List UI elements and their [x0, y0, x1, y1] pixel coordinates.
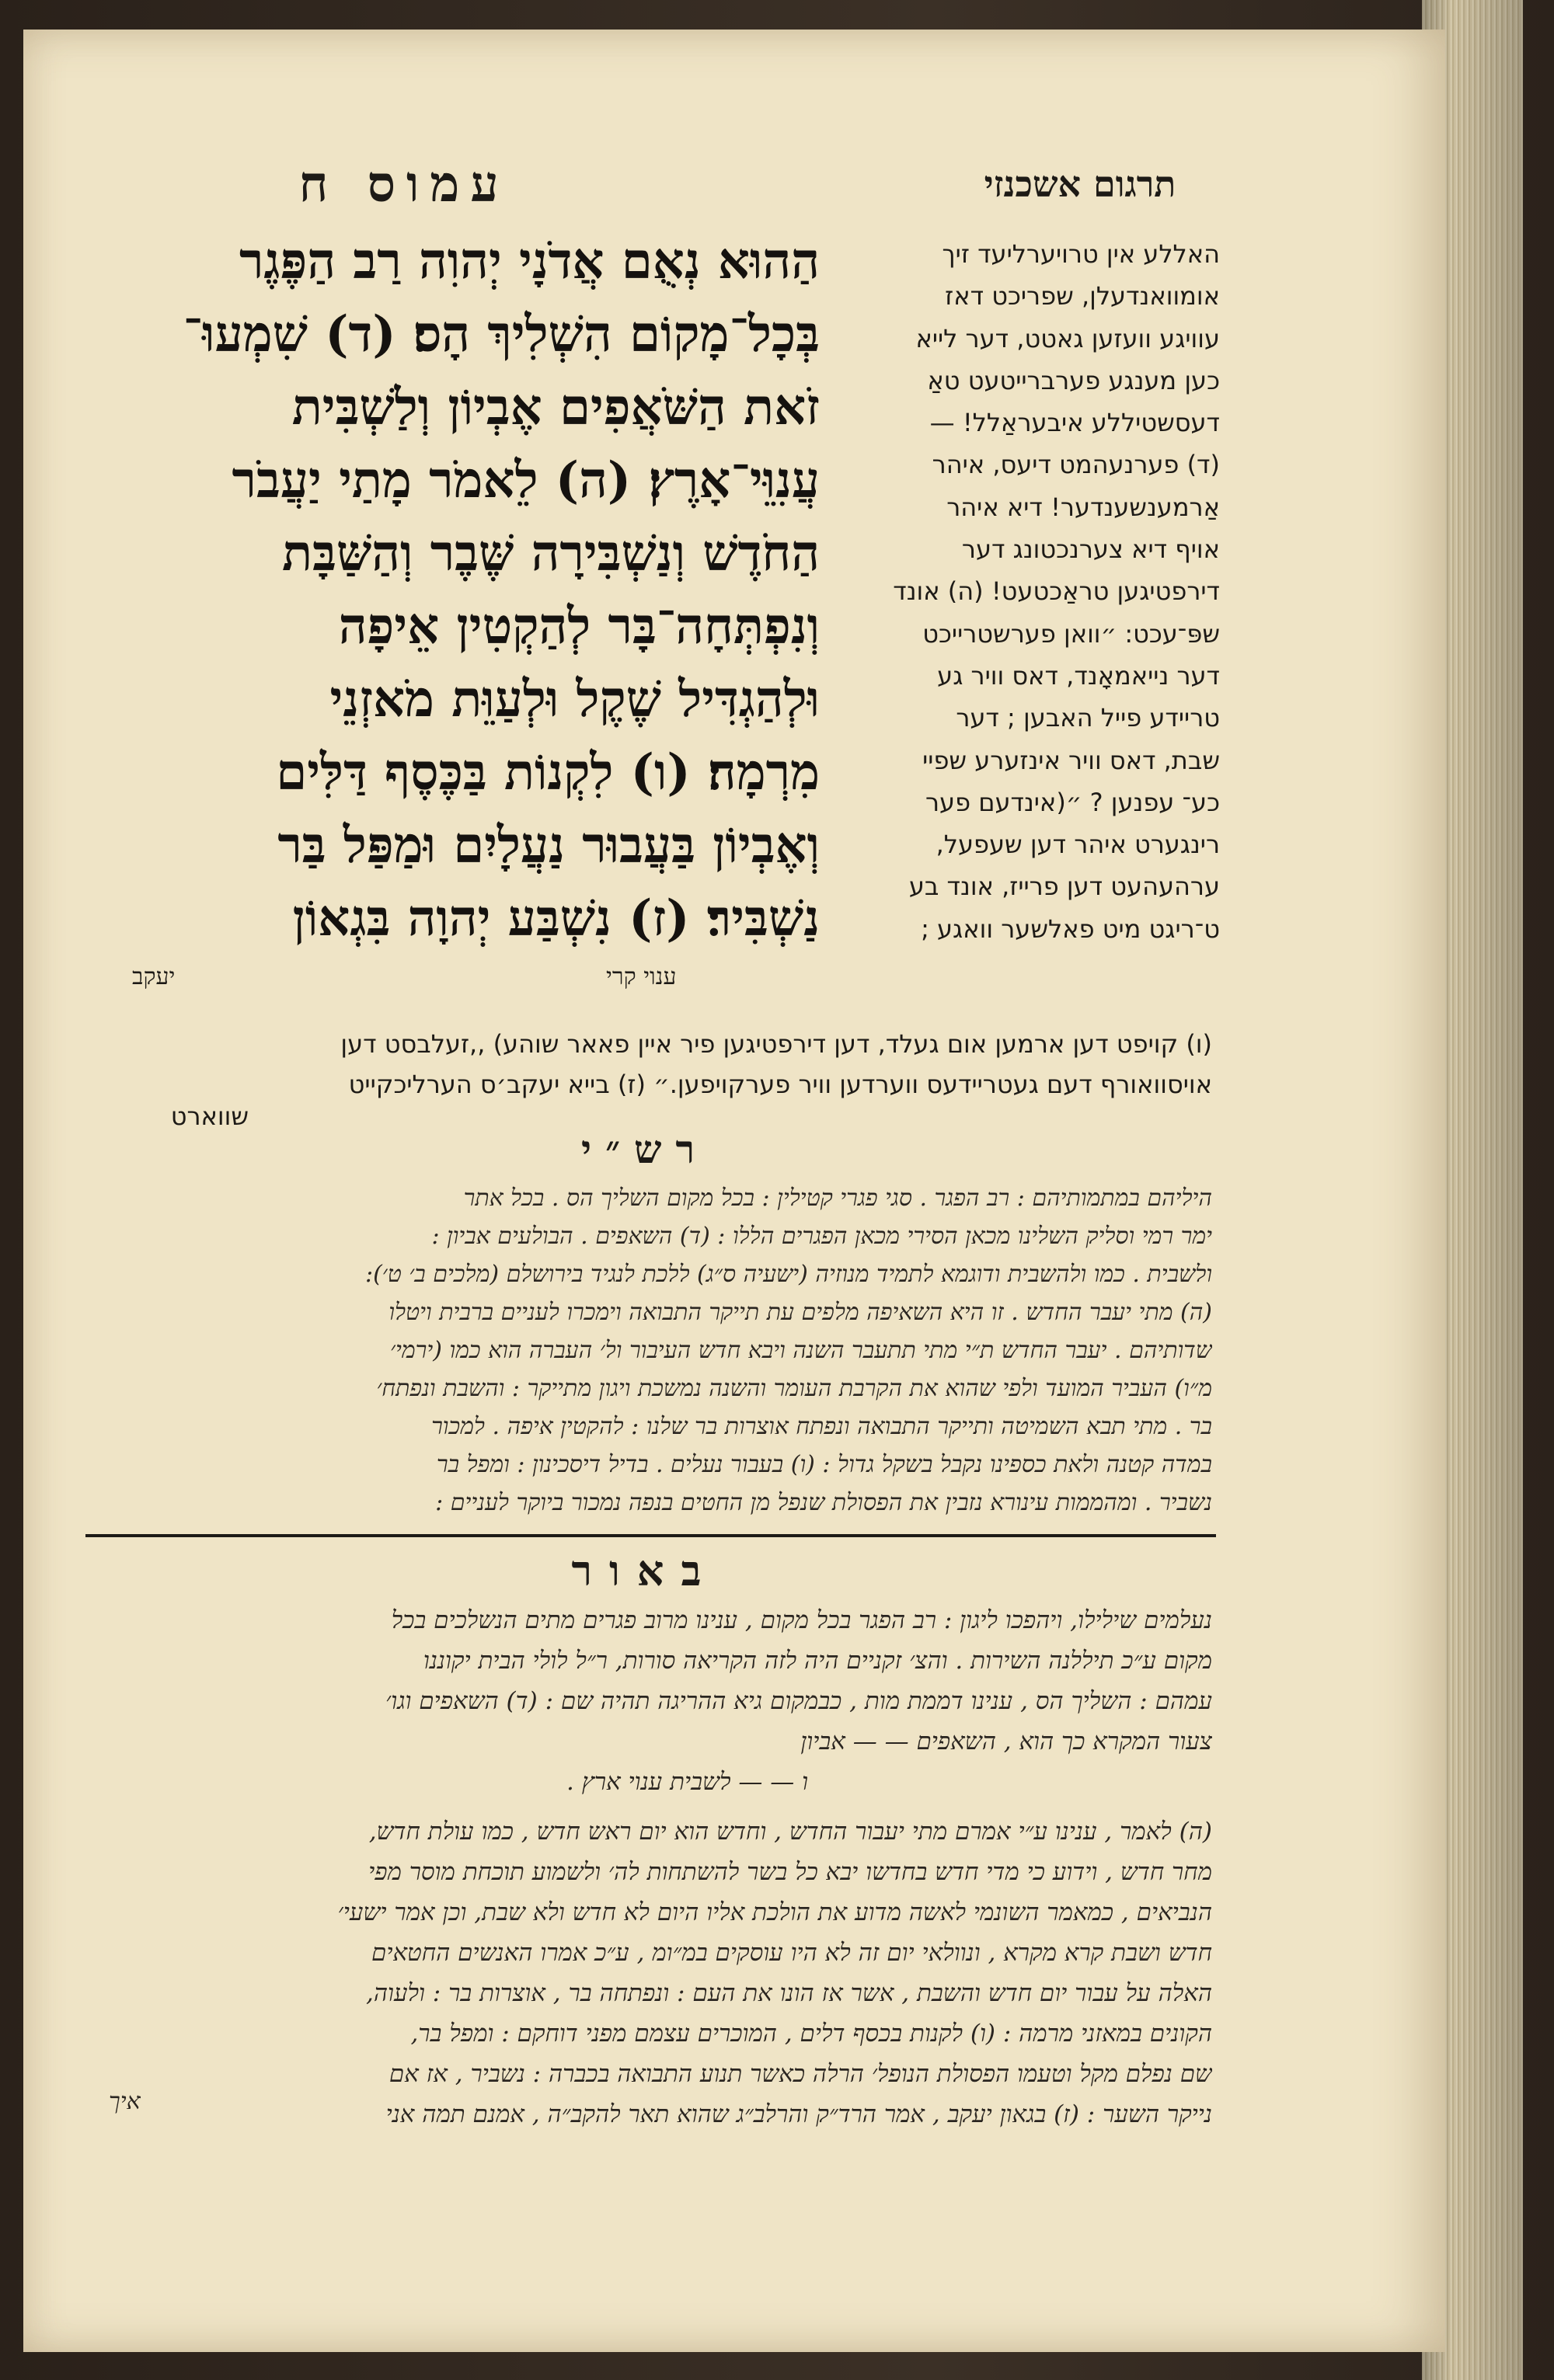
biur-gap: [85, 1802, 1212, 1811]
targum-line: ערהעהעט דען פרייז, אונד בע: [908, 872, 1220, 902]
targum-wide-line: אויסוואורף דעם געטריידעס ווערדען וויר פערקויפען.״ (ז) בייא יעקב׳ס הערליכקייט: [348, 1070, 1212, 1099]
catchword: יעקב: [132, 963, 176, 990]
book-title: עמוס ח: [298, 155, 510, 214]
bottom-catchword: איך: [109, 2088, 141, 2115]
bible-line: מִרְמָה׃ (ו) לִקְנוֹת בַּכֶּסֶף דַּלִּים: [276, 743, 820, 802]
bible-text: [93, 225, 820, 955]
rashi-title: רש״י: [580, 1126, 709, 1172]
targum-line: כען מענגע פערברייטעט טאַ: [927, 365, 1220, 395]
targum-line: שבת, דאס וויר אינזערע שפיי: [922, 745, 1220, 775]
rashi-line: (ה) מתי יעבר החדש . זו היא השאיפה מלפים עת תייקר התבואה וימכרו לעניים ברבית ויטלו: [388, 1299, 1212, 1326]
rashi-line: נשביר . ומהממות עינורא נזבין את הפסולת שנפל מן החטים בנפה נמכור ביוקר לעניים :: [435, 1489, 1212, 1516]
targum-column: [831, 233, 1220, 950]
bible-notes: [117, 963, 808, 999]
targum-line: עוויגע וועזען גאטט, דער לייא: [915, 323, 1220, 353]
biur-line: צעור המקרא כך הוא , השאפים — — אביון: [800, 1728, 1212, 1755]
biur-line: (ה) לאמר , ענינו ע״י אמרם מתי יעבור החדש , וחדש הוא יום ראש חדש , כמו עולת חדש,: [368, 1818, 1212, 1846]
bible-line: עֲנִוֵּי־אָרֶץ׃ (ה) לֵאמֹר מָתַי יַעֲבֹר: [232, 451, 820, 510]
bible-line: הַהוּא נְאֻם אֲדֹנָי יְהוִה רַב הַפֶּגֶר: [239, 232, 820, 291]
biur-line: שם נפלם מקל וטעמו הפסולת הנופל׳ הרלה כאשר תנוע התבואה בכברה : נשביר , אז אם: [388, 2060, 1212, 2088]
targum-line: דעסשטיללע איבעראַלל! —: [929, 408, 1220, 438]
biur-line: האלה על עבור יום חדש והשבת , אשר אז הונו את העם : ונפתחה בר , אוצרות בר : ולעוה,: [366, 1979, 1212, 2007]
targum-line: טריידע פייל האבען ; דער: [956, 703, 1220, 733]
rashi-line: בר . מתי תבא השמיטה ותייקר התבואה ונפתח אוצרות בר שלנו : להקטין איפה . למכור: [431, 1413, 1212, 1440]
targum-line: דירפטיגען טראַכטעט! (ה) אונד: [893, 576, 1220, 607]
rashi-line: במדה קטנה ולאת כספינו נקבל בשקל גדול : (ו) בעבור נעלים . בדיל דיסכינון : ומפל בר: [436, 1451, 1212, 1478]
rashi-line: ולשבית . כמו ולהשבית ודוגמא לתמיד מנוזיה (ישעיה ס״ג) ללכת לנגיד בירושלם (מלכים ב׳ ט׳):: [364, 1261, 1212, 1288]
targum-line: דער נייאמאָנד, דאס וויר גע: [937, 660, 1220, 691]
biur-line: מחר חדש , וידוע כי מדי חדש בחדשו יבא כל בשר להשתחות לה׳ ולשמוע תוכחת מוסר מפי: [368, 1858, 1212, 1886]
biur-line: עמהם : השליך הס , ענינו דממת מות , כבמקום גיא ההריגה תהיה שם : (ד) השאפים וגו׳: [385, 1687, 1212, 1715]
biur-line: מקום ע״כ תיללנה השירות . והצ׳ זקניים היה לזה הקריאה סורות, ר״ל לולי הבית יקוננו: [423, 1647, 1212, 1675]
targum-line: (ד) פערנעהמט דיעס, איהר: [932, 450, 1220, 480]
rashi-commentary: [85, 1179, 1212, 1522]
biur-line: ו — — לשבית ענוי ארץ .: [566, 1768, 808, 1796]
bible-line: וְאֶבְיוֹן בַּעֲבוּר נַעֲלָיִם וּמַפַּל בַּר: [277, 816, 820, 875]
bible-line: בְּכָל־מָקוֹם הִשְׁלִיךְ הָס׃ (ד) שִׁמְעוּ־: [183, 305, 820, 364]
biur-line: נעלמים שילילו, ויהפכו ליגון : רב הפגר בכל מקום , ענינו מרוב פגרים מתים הנשלכים בכל: [391, 1606, 1212, 1634]
bible-line: וְנִפְתְּחָה־בָּר לְהַקְטִין אֵיפָה: [338, 597, 820, 656]
targum-line: אויף דיא צערנכטונג דער: [961, 534, 1220, 565]
biur-line: חדש ושבת קרא מקרא , ונוולאי יום זה לא היו עוסקים במ״ומ , ע״כ אמרו האנשים החטאים: [371, 1939, 1212, 1967]
biur-commentary: [85, 1600, 1212, 2135]
rashi-line: היליהם במתמותיהם : רב הפגר . סגי פגרי קטילין : בכל מקום השליך הס . בכל אתר: [463, 1185, 1212, 1212]
targum-line: שפּ־עכט: ״וואן פערשטרייכט: [922, 618, 1220, 649]
targum-line: האללע אין טרויערליעד זיך: [942, 239, 1220, 269]
rashi-line: מ״ו) העביר המועד ולפי שהוא את הקרבת העומר והשנה נמשכת ויגון מתייקר : והשבת ונפתח׳: [376, 1375, 1212, 1402]
bible-line: הַחֹדֶשׁ וְנַשְׁבִּירָה שֶּׁבֶר וְהַשַּׁבָּת: [282, 524, 820, 583]
qere-note: ענוי קרי: [606, 963, 677, 990]
targum-line: כע־ עפנען ? ״(אינדעם פער: [925, 787, 1220, 817]
divider-rule: [85, 1534, 1216, 1537]
bible-line: זֹאת הַשֹּׁאֲפִים אֶבְיוֹן וְלַשְׁבִּית: [291, 378, 820, 437]
rashi-line: ימר רמי וסליק השלינו מכאן הסירי מכאן הפגרים הללו : (ד) השאפים . הבולעים אביון :: [431, 1223, 1212, 1250]
biur-line: נייקר השער : (ז) בגאון יעקב , אמר הרד״ק והרלב״ג שהוא תאר להקב״ה , אמנם תמה אני: [385, 2100, 1212, 2128]
targum-wide-line: שווארט: [170, 1105, 249, 1131]
targum-title: תרגום אשכנזי: [984, 163, 1176, 205]
targum-wide: [93, 1024, 1212, 1136]
bible-line: נַשְׁבִּיר׃ (ז) נִשְׁבַּע יְהוָה בִּגְאוֹן: [292, 889, 820, 948]
targum-line: רינגערט איהר דען שעפעל,: [936, 830, 1220, 860]
bible-line: וּלְהַגְדִּיל שֶׁקֶל וּלְעַוֵּת מֹאזְנֵי: [329, 670, 820, 729]
biur-line: הנביאים , כמאמר השונמי לאשה מדוע את הולכת אליו היום לא חדש ולא שבת, וכן אמר ישעי׳: [337, 1898, 1212, 1926]
biur-line: הקונים במאזני מרמה : (ו) לקנות בכסף דלים , המוכרים עצמם מפני דוחקם : ומפל בר,: [410, 2020, 1212, 2048]
targum-line: אַרמענשענדער! דיא איהר: [946, 492, 1220, 522]
targum-wide-line: (ו) קויפט דען ארמען אום געלד, דען דירפטיגען פיר איין פאאר שוהע) ,,זעלבסט דען: [340, 1029, 1212, 1059]
targum-line: אומוואנדעלן, שפריכט דאז: [945, 281, 1220, 311]
rashi-line: שדותיהם . יעבר החדש ת״י מתי תתעבר השנה ויבא חדש העיבור ול׳ העברה הוא כמו (ירמי׳: [390, 1337, 1212, 1364]
biur-title: באור: [571, 1546, 719, 1595]
targum-line: ט־ריגט מיט פאלשער וואגע ;: [921, 913, 1220, 944]
